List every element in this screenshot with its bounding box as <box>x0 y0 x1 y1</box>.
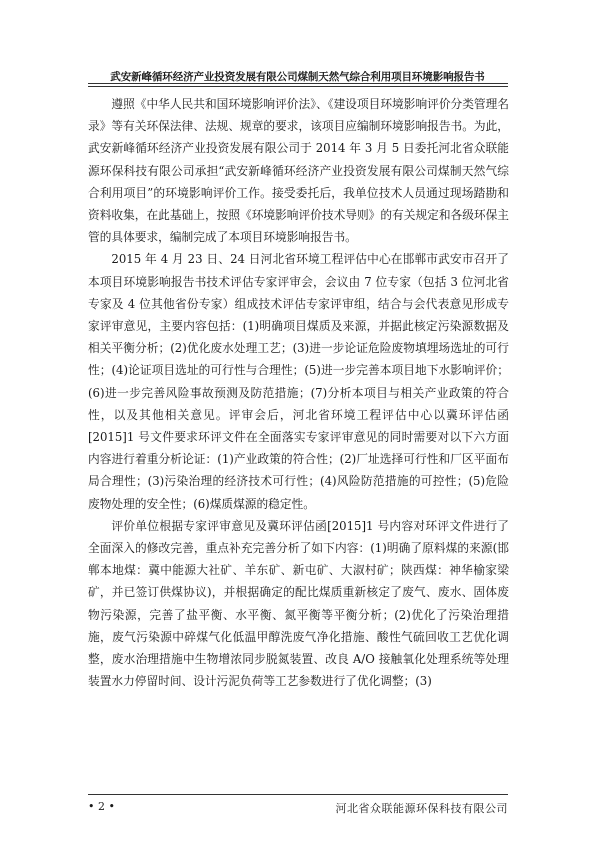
header-rule-thick <box>88 83 508 84</box>
body-paragraph: 评价单位根据专家评审意见及冀环评估函[2015]1 号内容对环评文件进行了全面深入的修改完善，重点补充完善分析了如下内容：(1)明确了原料煤的来源(邯郸本地煤：冀中能源大社矿、羊东矿、新屯矿、大淑村矿；陕西煤：神华榆家梁矿，并已签订供煤协议)，并根据确定的配比煤质重新核定了废气、废水、固体废物污染源，完善了盐平衡、水平衡、氮平衡等平衡分析；(2)优化了污染治理措施，废气污染源中碎煤气化低温甲醇洗废气净化措施、酸性气硫回收工艺优化调整，废水治理措施中生物增浓同步脱氮装置、改良 A/O 接触氧化处理系统等处理装置水力停留时间、设计污泥负荷等工艺参数进行了优化调整；(3) <box>88 518 509 689</box>
document-body <box>88 93 509 692</box>
body-paragraph: 2015 年 4 月 23 日、24 日河北省环境工程评估中心在邯郸市武安市召开了本项目环境影响报告书技术评估专家评审会，会议由 7 位专家（包括 3 位河北省专家及 4 位其他省份专家）组成技术评估专家评审组，结合与会代表意见形成专家评审意见，主要内容包括：(1)明确项目煤质及来源，并据此核定污染源数据及相关平衡分析；(2)优化废水处理工艺；(3)进一步论证危险废物填埋场选址的可行性；(4)论证项目选址的可行性与合理性；(5)进一步完善本项目地下水影响评价；(6)进一步完善风险事故预测及防范措施；(7)分析本项目与相关产业政策的符合性，以及其他相关意见。评审会后，河北省环境工程评估中心以冀环评估函[2015]1 号文件要求环评文件在全面落实专家评审意见的同时需要对以下六方面内容进行着重分析论证：(1)产业政策的符合性；(2)厂址选择可行性和厂区平面布局合理性；(3)污染治理的经济技术可行性；(4)风险防范措施的可控性；(5)危险废物处理的安全性；(6)煤质煤源的稳定性。 <box>88 252 509 511</box>
header-rule-thin <box>88 86 508 87</box>
page-header-title: 武安新峰循环经济产业投资发展有限公司煤制天然气综合利用项目环境影响报告书 <box>110 71 485 83</box>
footer-company-name: 河北省众联能源环保科技有限公司 <box>335 802 508 815</box>
page-number: • 2 • <box>88 800 115 813</box>
body-paragraph: 遵照《中华人民共和国环境影响评价法》、《建设项目环境影响评价分类管理名录》等有关环保法律、法规、规章的要求，该项目应编制环境影响报告书。为此，武安新峰循环经济产业投资发展有限公司于 2014 年 3 月 5 日委托河北省众联能源环保科技有限公司承担“武安新峰循环经济产业投资发展有限公司煤制天然气综合利用项目”的环境影响评价工作。接受委托后，我单位技术人员通过现场踏勘和资料收集，在此基础上，按照《环境影响评价技术导则》的有关规定和各级环保主管的具体要求，编制完成了本项目环境影响报告书。 <box>88 97 509 245</box>
footer-rule <box>88 794 508 795</box>
